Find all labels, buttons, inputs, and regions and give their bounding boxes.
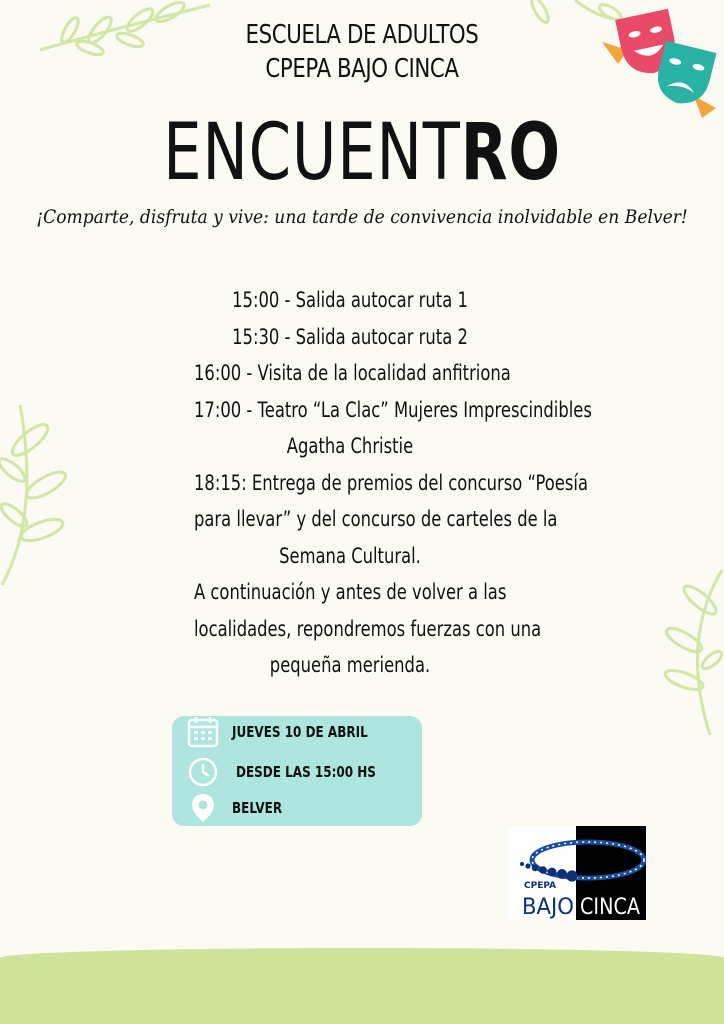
cpepa-logo-graphic [508, 826, 646, 920]
schedule-list [150, 282, 592, 684]
ground-band [0, 948, 724, 1024]
logo-left-text: BAJO [522, 895, 574, 920]
info-date: JUEVES 10 DE ABRIL [232, 723, 368, 741]
info-time-row [186, 754, 411, 790]
schedule-line: 15:00 - Salida autocar ruta 1 [232, 288, 468, 312]
calendar-icon [186, 715, 220, 749]
header-line-2: CPEPA BAJO CINCA [265, 54, 459, 84]
schedule-line: pequeña merienda. [269, 653, 431, 677]
school-header [65, 18, 659, 86]
event-info-box [172, 716, 422, 826]
info-place-row [186, 790, 295, 826]
schedule-line: Semana Cultural. [279, 543, 421, 568]
title-end: RO [460, 108, 561, 198]
schedule-line: 17:00 - Teatro “La Clac” Mujeres Imprescindibles [194, 397, 592, 422]
location-pin-icon [186, 791, 220, 825]
info-date-row [186, 714, 402, 750]
info-time: DESDE LAS 15:00 HS [236, 763, 376, 781]
logo-small-text: CPEPA [524, 881, 557, 891]
clock-icon [186, 755, 220, 789]
schedule-line: A continuación y antes de volver a las [194, 580, 507, 604]
page-title [80, 108, 645, 198]
schedule-line: 15:30 - Salida autocar ruta 2 [232, 324, 468, 349]
logo-right-text: CINCA [580, 895, 640, 920]
schedule-line: para llevar” y del concurso de carteles de la [194, 507, 558, 531]
schedule-line: Agatha Christie [286, 434, 414, 458]
leaf-branch-right [650, 560, 724, 740]
title-main: ENCUENT [163, 108, 461, 198]
schedule-line: 16:00 - Visita de la localidad anfitriona [194, 361, 511, 385]
cpepa-logo [508, 826, 646, 920]
tagline: ¡Comparte, disfruta y vive: una tarde de convivencia inolvidable en Belver! [36, 206, 688, 228]
schedule-line: localidades, repondremos fuerzas con una [194, 616, 542, 641]
leaf-branch-left [0, 395, 80, 595]
info-place: BELVER [232, 799, 283, 817]
header-line-1: ESCUELA DE ADULTOS [245, 20, 479, 50]
schedule-line: 18:15: Entrega de premios del concurso “Poesía [194, 470, 589, 495]
